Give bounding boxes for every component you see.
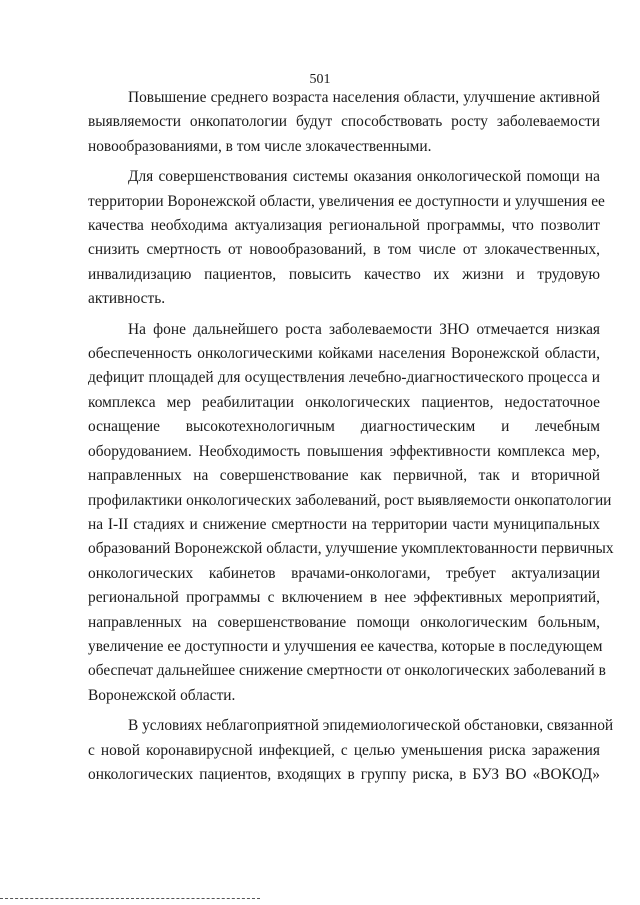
text-line: региональной программы с включением в нее эффективных мероприятий, xyxy=(88,589,600,607)
text-line: оборудованием. Необходимость повышения эффективности комплекса мер, xyxy=(88,442,600,460)
text-line: увеличение ее доступности и улучшения ее качества, которые в последующем xyxy=(88,637,603,655)
text-line: Для совершенствования системы оказания онкологической помощи на xyxy=(128,168,600,186)
text-line: инвалидизацию пациентов, повысить качество их жизни и трудовую xyxy=(88,265,600,283)
text-line: качества необходима актуализация региональной программы, что позволит xyxy=(88,217,600,235)
text-line: Воронежской области. xyxy=(88,686,236,704)
text-line: обеспечат дальнейшее снижение смертности от онкологических заболеваний в xyxy=(88,662,606,680)
text-line: снизить смертность от новообразований, в том числе от злокачественных, xyxy=(88,241,600,259)
text-line: дефицит площадей для осуществления лечебно-диагностического процесса и xyxy=(88,369,600,387)
text-line: Повышение среднего возраста населения области, улучшение активной xyxy=(128,89,600,106)
paragraph-4 xyxy=(88,714,614,787)
text-line: комплекса мер реабилитации онкологических пациентов, недостаточное xyxy=(88,393,600,411)
text-line: с новой коронавирусной инфекцией, с целью уменьшения риска заражения xyxy=(88,741,600,759)
paragraph-2 xyxy=(88,165,605,311)
text-line: направленных на совершенствование помощи онкологическим больным, xyxy=(88,613,600,631)
text-line: профилактики онкологических заболеваний, рост выявляемости онкопатологии xyxy=(88,491,612,509)
text-line: активность. xyxy=(88,290,166,308)
paragraph-3 xyxy=(88,318,614,709)
text-line: территории Воронежской области, увеличения ее доступности и улучшения ее xyxy=(88,192,605,210)
text-line: образований Воронежской области, улучшение укомплектованности первичных xyxy=(88,540,614,558)
text-line: новообразованиями, в том числе злокачественными. xyxy=(88,137,432,155)
footer-divider xyxy=(0,898,260,899)
text-line: В условиях неблагоприятной эпидемиологической обстановки, связанной xyxy=(128,717,614,735)
text-line: выявляемости онкопатологии будут способствовать росту заболеваемости xyxy=(88,113,600,131)
text-line: оснащение высокотехнологичным диагностическим и лечебным xyxy=(88,418,600,436)
text-line: на I-II стадиях и снижение смертности на территории части муниципальных xyxy=(88,515,600,533)
text-line: На фоне дальнейшего роста заболеваемости ЗНО отмечается низкая xyxy=(128,320,600,338)
page-number: 501 xyxy=(309,72,331,87)
paragraph-1 xyxy=(88,86,600,159)
text-line: онкологических кабинетов врачами-онкологами, требует актуализации xyxy=(88,564,600,582)
text-line: обеспеченность онкологическими койками населения Воронежской области, xyxy=(88,345,600,363)
text-line: онкологических пациентов, входящих в группу риска, в БУЗ ВО «ВОКОД» xyxy=(88,765,600,783)
document-body xyxy=(88,86,614,793)
text-line: направленных на совершенствование как первичной, так и вторичной xyxy=(88,467,600,485)
